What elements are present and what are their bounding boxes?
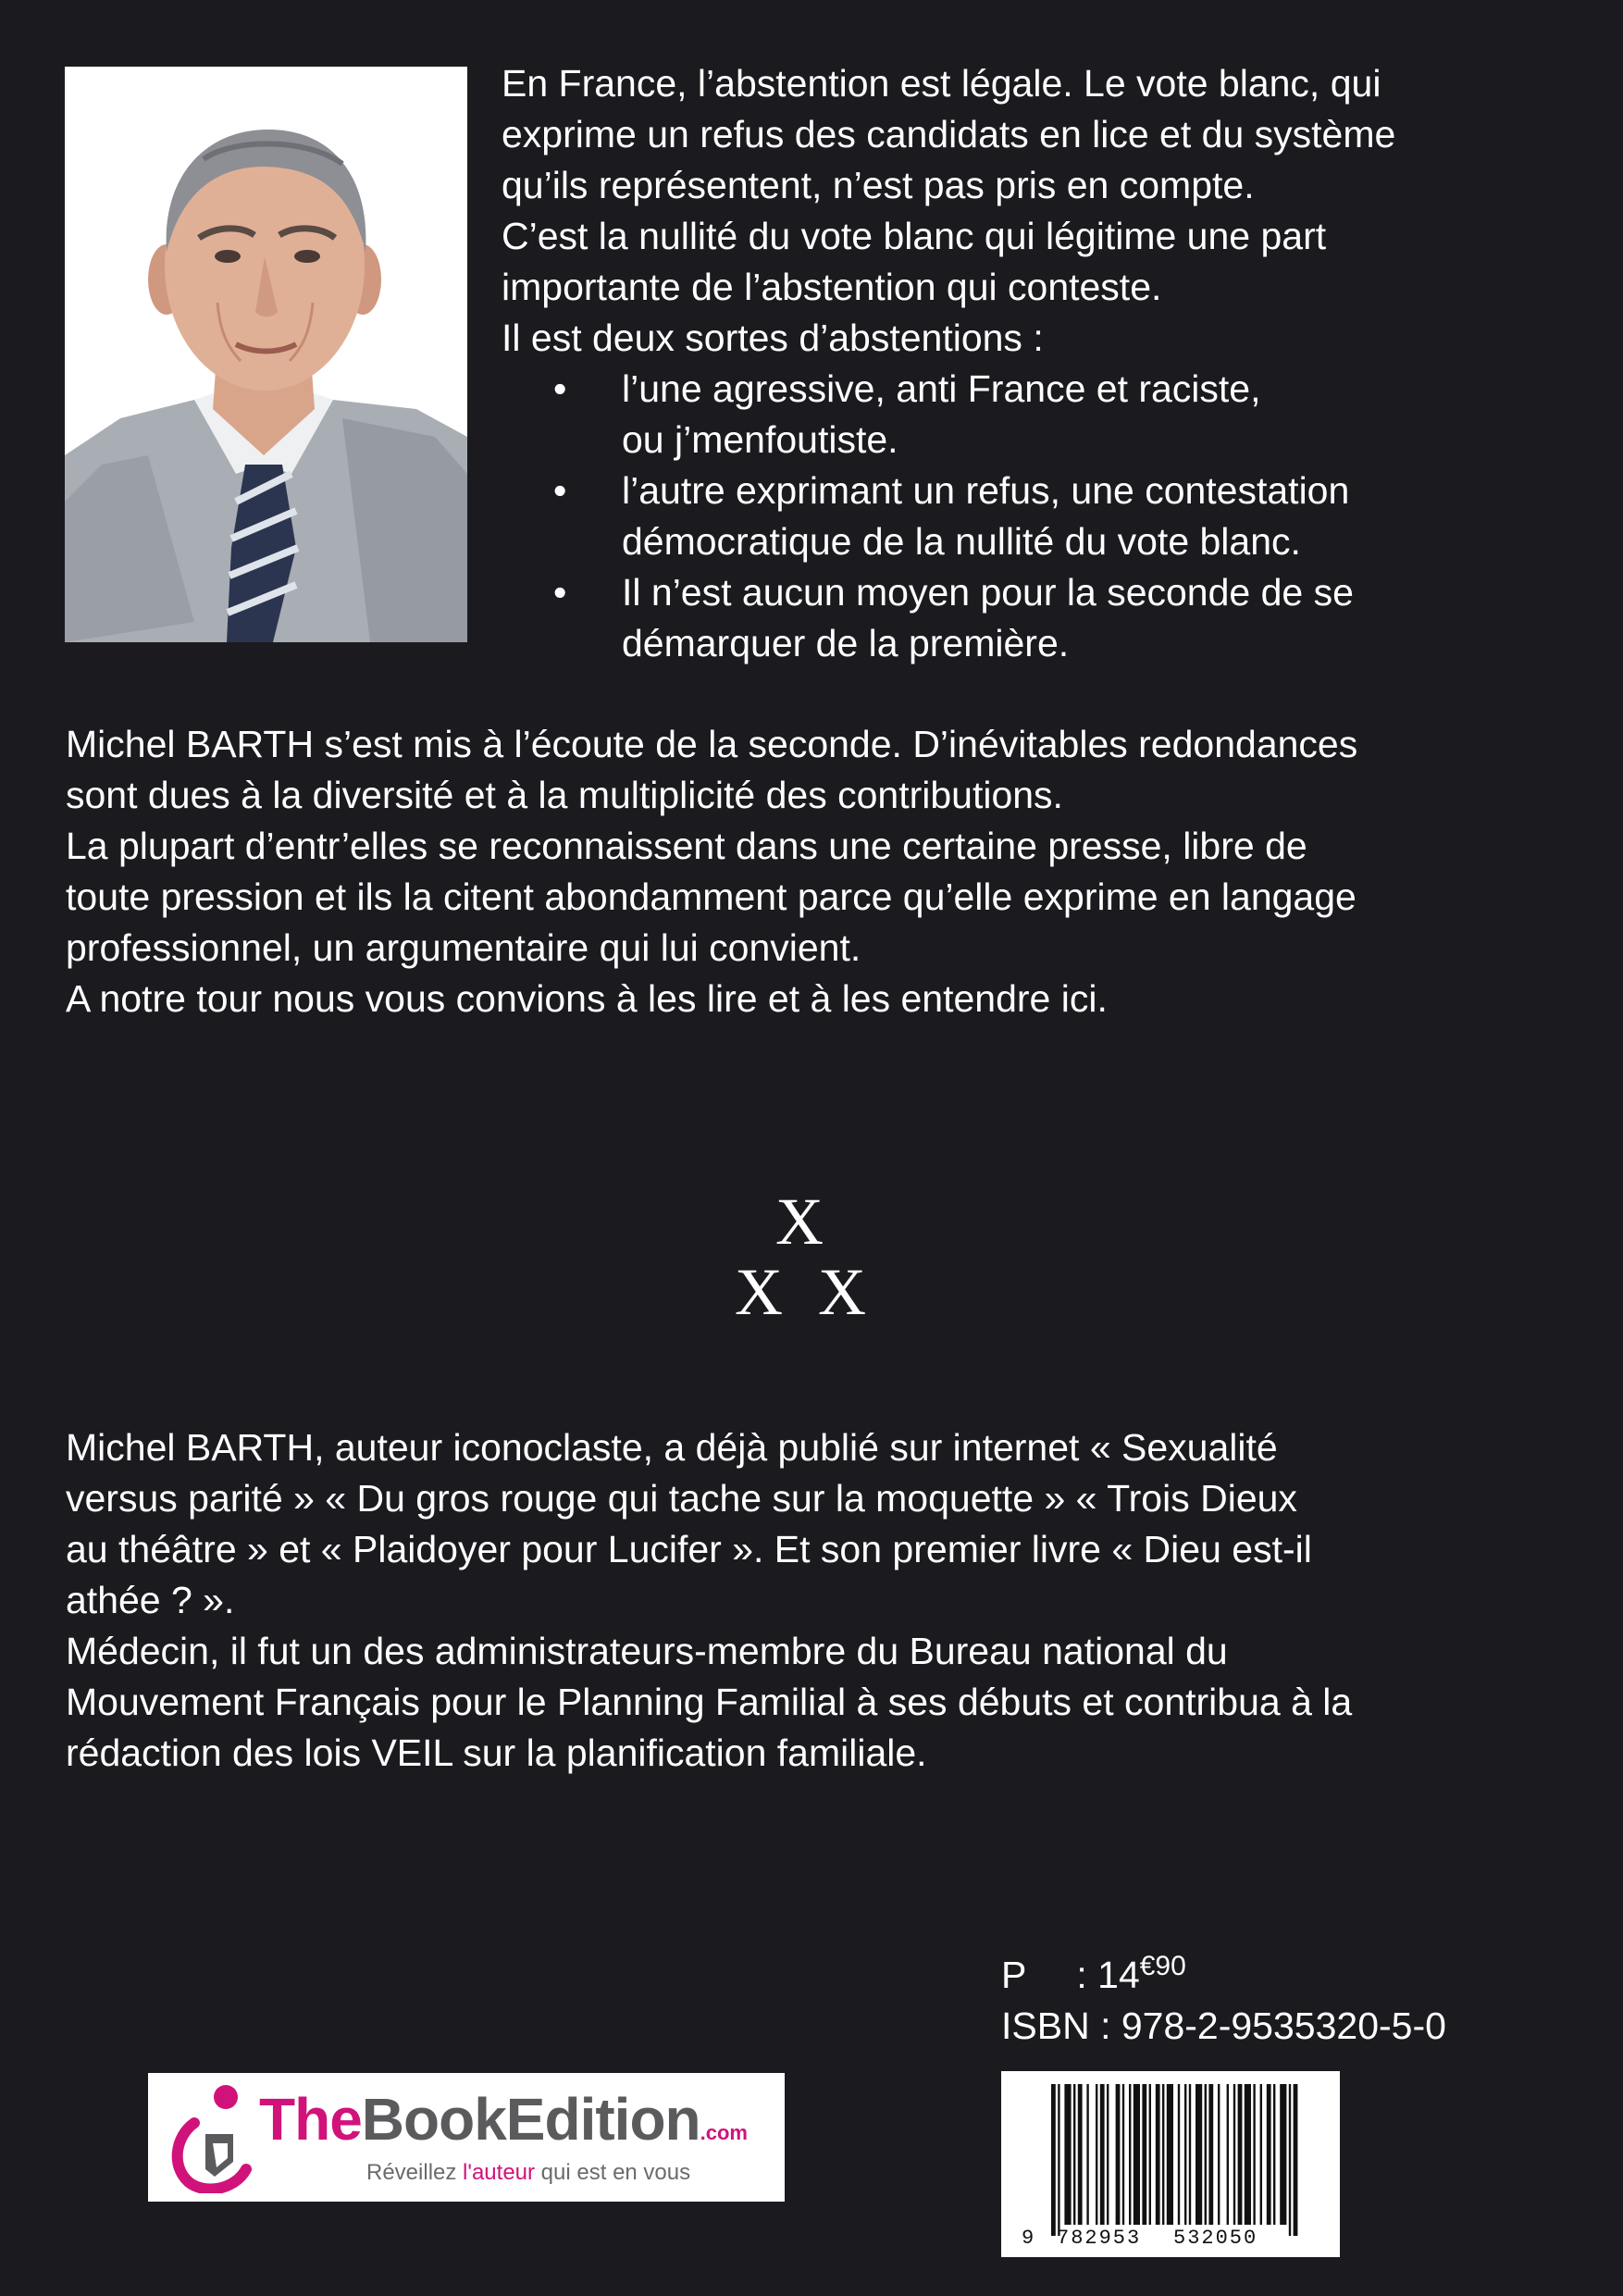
barcode-bar — [1078, 2084, 1083, 2225]
barcode-bar — [1280, 2084, 1286, 2225]
barcode-bar — [1167, 2084, 1173, 2225]
body-paragraph-listening — [66, 719, 1583, 1024]
bullet-line: ou j’menfoutiste. — [622, 418, 898, 461]
barcode-bar — [1184, 2084, 1186, 2225]
paragraph-line: Mouvement Français pour le Planning Familial à ses débuts et contribua à la — [66, 1681, 1353, 1723]
intro-line: exprime un refus des candidats en lice et du système — [502, 113, 1396, 155]
isbn-barcode — [1001, 2071, 1340, 2257]
ornament-x-top: X — [775, 1185, 824, 1259]
barcode-left-digits: 782953 — [1057, 2227, 1142, 2250]
barcode-bar — [1208, 2084, 1213, 2225]
paragraph-line: toute pression et ils la citent abondamment parce qu’elle exprime en langage — [66, 875, 1357, 918]
bullet-item — [502, 364, 1575, 465]
barcode-bar — [1218, 2084, 1220, 2225]
barcode-bar — [1058, 2084, 1059, 2236]
publisher-tagline — [366, 2160, 690, 2186]
paragraph-line: A notre tour nous vous convions à les lire et à les entendre ici. — [66, 977, 1108, 1020]
barcode-lead-digit: 9 — [1022, 2227, 1035, 2250]
isbn-line: ISBN : 978-2-9535320-5-0 — [1001, 2004, 1446, 2047]
paragraph-line: rédaction des lois VEIL sur la planification familiale. — [66, 1731, 927, 1774]
abstention-bullet-list — [502, 364, 1575, 669]
barcode-bar — [1189, 2084, 1191, 2225]
barcode-bar — [1122, 2084, 1124, 2225]
barcode-bar — [1178, 2084, 1180, 2225]
paragraph-line: professionnel, un argumentaire qui lui convient. — [66, 926, 861, 969]
tagline-accent: l'auteur — [463, 2160, 536, 2185]
logo-the-text: The — [259, 2086, 362, 2153]
price-label: P — [1001, 1954, 1027, 1996]
bullet-line: démocratique de la nullité du vote blanc. — [622, 520, 1301, 563]
intro-line: importante de l’abstention qui conteste. — [502, 266, 1162, 308]
barcode-bar — [1162, 2084, 1164, 2225]
barcode-bars — [1001, 2071, 1340, 2257]
barcode-bar — [1196, 2084, 1202, 2225]
barcode-bar — [1253, 2084, 1255, 2225]
price-value: : 14 — [1076, 1954, 1140, 1996]
barcode-bar — [1134, 2084, 1140, 2225]
bullet-item — [502, 465, 1575, 567]
author-biography — [66, 1422, 1583, 1779]
price-isbn-block — [1001, 1941, 1446, 2052]
bullet-dot: • — [553, 571, 567, 614]
logo-dotcom-text: .com — [700, 2121, 748, 2144]
barcode-bar — [1064, 2084, 1071, 2225]
bullet-line: l’autre exprimant un refus, une contestation — [622, 469, 1350, 512]
barcode-bar — [1149, 2084, 1151, 2225]
tagline-end: qui est en vous — [535, 2160, 691, 2185]
ornament-x-bottom-right: X — [818, 1255, 866, 1329]
paragraph-line: athée ? ». — [66, 1579, 235, 1621]
barcode-bar — [1267, 2084, 1271, 2225]
tagline-start: Réveillez — [366, 2160, 464, 2185]
barcode-bar — [1294, 2084, 1298, 2236]
publisher-wordmark — [259, 2086, 748, 2163]
barcode-bar — [1096, 2084, 1097, 2225]
paragraph-line: Médecin, il fut un des administrateurs-membre du Bureau national du — [66, 1630, 1228, 1672]
barcode-bar — [1142, 2084, 1146, 2225]
bullet-line: démarquer de la première. — [622, 622, 1070, 664]
barcode-bar — [1129, 2084, 1131, 2225]
intro-text — [502, 58, 1575, 669]
barcode-bar — [1100, 2084, 1105, 2225]
barcode-bar — [1107, 2084, 1109, 2225]
author-portrait — [65, 67, 467, 642]
price-line — [1001, 1941, 1446, 2001]
bullet-line: Il n’est aucun moyen pour la seconde de se — [622, 571, 1354, 614]
paragraph-line: Michel BARTH, auteur iconoclaste, a déjà publié sur internet « Sexualité — [66, 1426, 1278, 1469]
barcode-bar — [1116, 2084, 1121, 2225]
paragraph-line: La plupart d’entr’elles se reconnaissent dans une certaine presse, libre de — [66, 825, 1307, 867]
paragraph-line: Michel BARTH s’est mis à l’écoute de la seconde. D’inévitables redondances — [66, 723, 1358, 765]
bullet-dot: • — [553, 469, 567, 512]
bullet-dot: • — [553, 367, 567, 410]
barcode-bar — [1051, 2084, 1056, 2236]
intro-line: C’est la nullité du vote blanc qui légitime une part — [502, 215, 1327, 257]
paragraph-line: sont dues à la diversité et à la multiplicité des contributions. — [66, 774, 1063, 816]
barcode-bar — [1086, 2084, 1088, 2225]
barcode-bar — [1238, 2084, 1243, 2225]
bullet-item — [502, 567, 1575, 669]
barcode-right-digits: 532050 — [1173, 2227, 1258, 2250]
intro-line: qu’ils représentent, n’est pas pris en compte. — [502, 164, 1255, 206]
logo-bookedition-text: BookEdition — [361, 2086, 700, 2153]
barcode-bar — [1273, 2084, 1275, 2225]
publisher-logo-icon — [157, 2080, 261, 2193]
barcode-bar — [1245, 2084, 1251, 2225]
intro-line: En France, l’abstention est légale. Le vote blanc, qui — [502, 62, 1381, 105]
barcode-bar — [1289, 2084, 1291, 2236]
barcode-bar — [1233, 2084, 1235, 2225]
barcode-bar — [1205, 2084, 1207, 2225]
paragraph-line: au théâtre » et « Plaidoyer pour Lucifer ». Et son premier livre « Dieu est-il — [66, 1528, 1312, 1570]
intro-line: Il est deux sortes d’abstentions : — [502, 316, 1044, 359]
barcode-bar — [1156, 2084, 1160, 2225]
price-cents: €90 — [1139, 1951, 1186, 1981]
bullet-line: l’une agressive, anti France et raciste, — [622, 367, 1261, 410]
ornament-x-bottom-left: X — [735, 1255, 783, 1329]
barcode-bar — [1260, 2084, 1262, 2225]
paragraph-line: versus parité » « Du gros rouge qui tache sur la moquette » « Trois Dieux — [66, 1477, 1297, 1520]
barcode-bar — [1227, 2084, 1229, 2225]
publisher-logo — [148, 2073, 785, 2202]
barcode-bar — [1073, 2084, 1075, 2225]
